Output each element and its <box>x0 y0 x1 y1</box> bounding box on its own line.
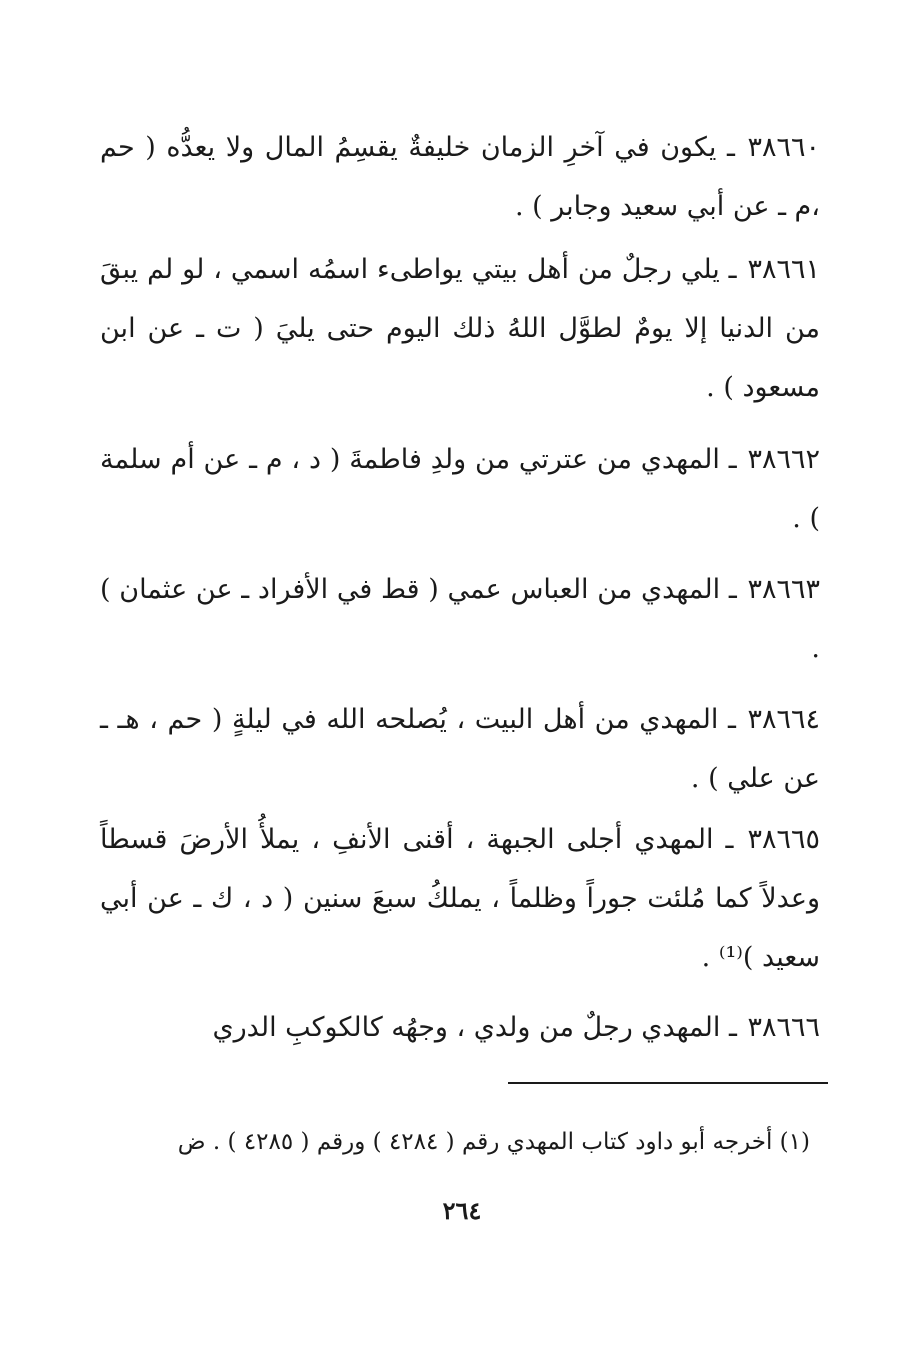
hadith-text: ـ المهدي من العباس عمي ( قط في الأفراد ـ عن عثمان ) . <box>100 574 820 664</box>
hadith-text: ـ المهدي من عترتي من ولدِ فاطمةَ ( د ، م ـ عن أم سلمة ) . <box>100 444 820 534</box>
hadith-number: ٣٨٦٦٢ <box>747 444 820 475</box>
hadith-text: ـ يكون في آخرِ الزمان خليفةٌ يقسِمُ المال ولا يعدُّه ( حم ،م ـ عن أبي سعيد وجابر ) . <box>100 132 820 222</box>
footnote: (١) أخرجه أبو داود كتاب المهدي رقم ( ٤٢٨٤ ) ورقم ( ٤٢٨٥ ) . ض <box>177 1129 810 1155</box>
hadith-38660 <box>100 118 820 236</box>
hadith-38666 <box>100 998 820 1057</box>
hadith-number: ٣٨٦٦٣ <box>747 574 820 605</box>
hadith-number: ٣٨٦٦٥ <box>747 824 820 855</box>
hadith-38662 <box>100 430 820 548</box>
hadith-number: ٣٨٦٦٦ <box>747 1012 820 1043</box>
footnote-divider <box>508 1082 828 1084</box>
hadith-text: ـ يلي رجلٌ من أهل بيتي يواطىء اسمُه اسمي ، لو لم يبقَ من الدنيا إلا يومٌ لطوَّل اللهُ ذلك اليوم حتى يليَ ( ت ـ عن ابن مسعود ) . <box>100 254 820 403</box>
hadith-38665 <box>100 810 820 987</box>
hadith-text: ـ المهدي أجلى الجبهة ، أقنى الأنفِ ، يملأُ الأرضَ قسطاً وعدلاً كما مُلئت جوراً وظلماً ، يملكُ سبعَ سنين ( د ، ك ـ عن أبي سعيد )⁽¹⁾ . <box>100 824 820 973</box>
hadith-38661 <box>100 240 820 417</box>
hadith-38664 <box>100 690 820 808</box>
hadith-text: ـ المهدي من أهل البيت ، يُصلحه الله في ليلةٍ ( حم ، هـ ـ عن علي ) . <box>100 704 820 794</box>
hadith-text: ـ المهدي رجلٌ من ولدي ، وجهُه كالكوكبِ الدري <box>212 1012 737 1043</box>
hadith-number: ٣٨٦٦١ <box>747 254 820 285</box>
hadith-number: ٣٨٦٦٠ <box>747 132 820 163</box>
hadith-number: ٣٨٦٦٤ <box>747 704 821 735</box>
hadith-38663 <box>100 560 820 678</box>
page-number: ٢٦٤ <box>442 1196 482 1225</box>
